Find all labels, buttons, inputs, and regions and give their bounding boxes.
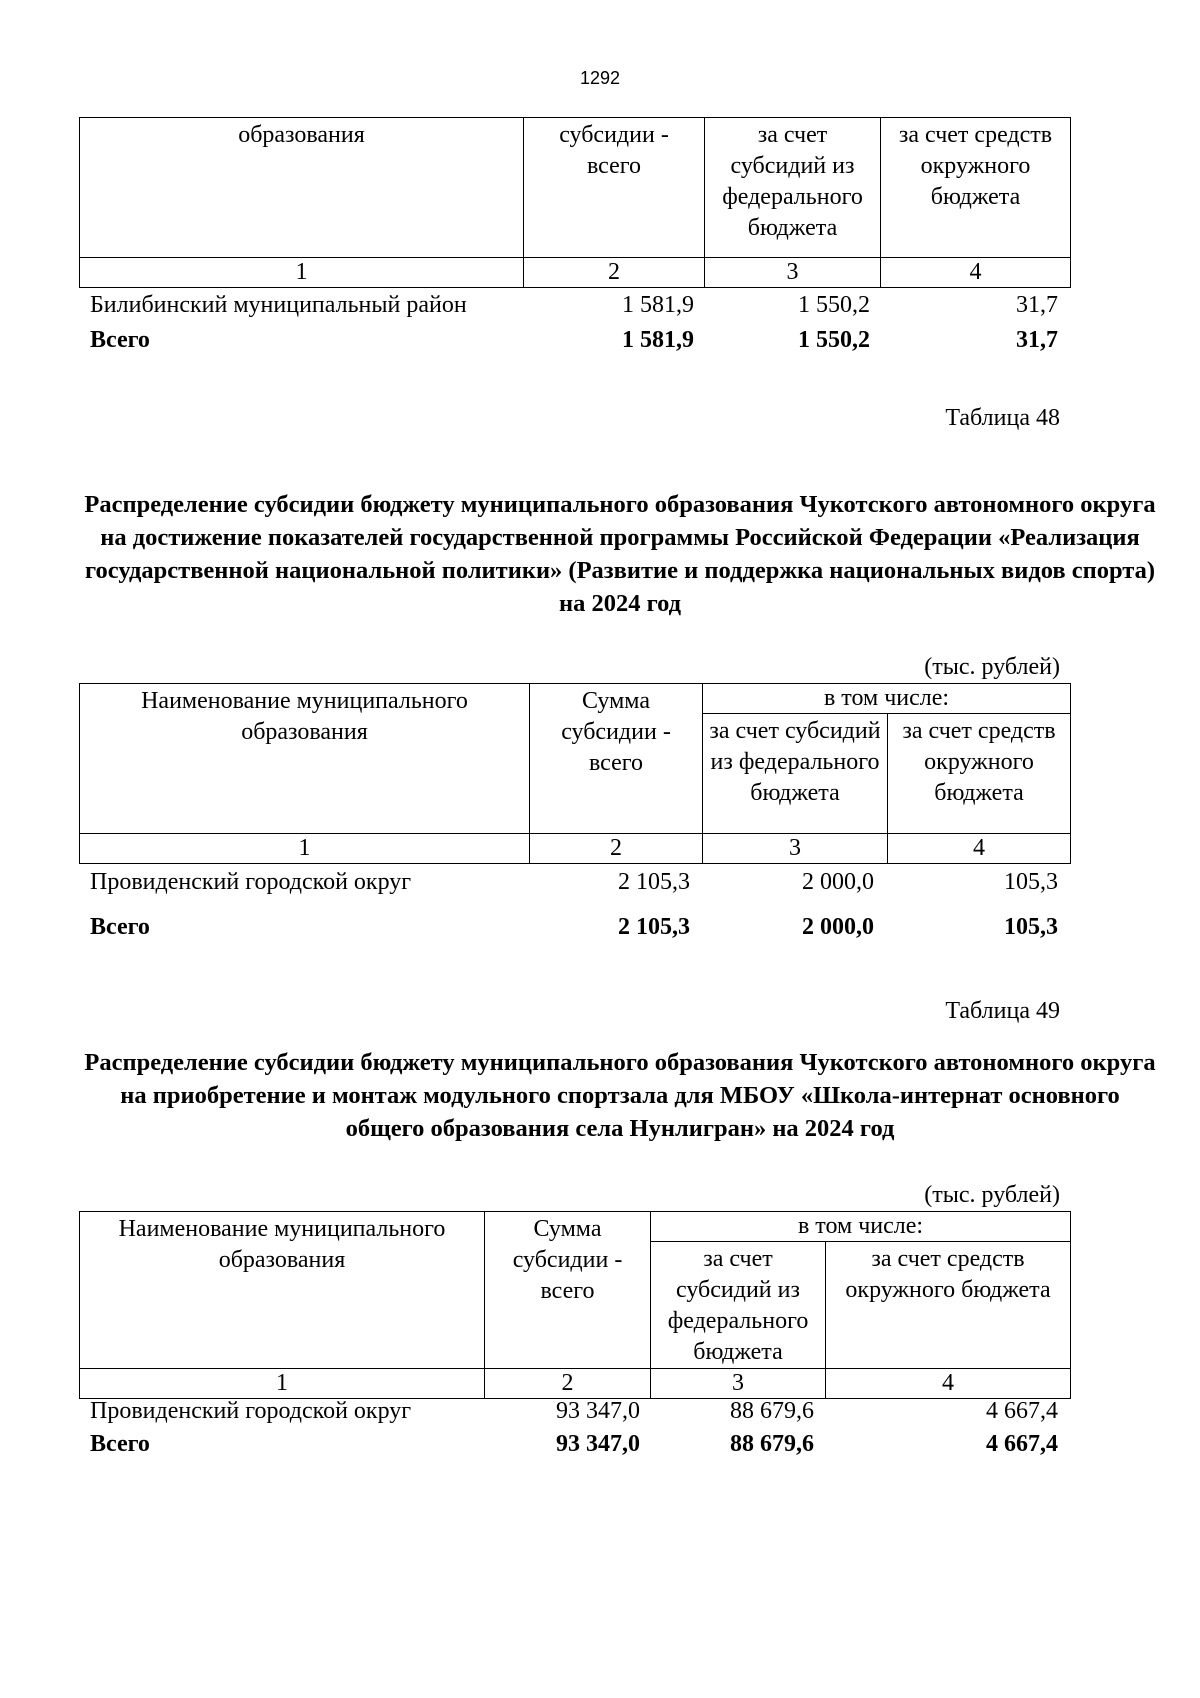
total-label: Всего (90, 1431, 150, 1457)
total-sum: 93 347,0 (556, 1431, 640, 1457)
total-label: Всего (90, 914, 150, 940)
row-federal: 2 000,0 (802, 869, 874, 895)
total-federal: 88 679,6 (730, 1431, 814, 1457)
table-49-label: Таблица 49 (945, 998, 1060, 1024)
total-row (0, 325, 1200, 355)
table-48-title: Распределение субсидии бюджету муниципального образования Чукотского автономного округа на достижение показателей государственной программы Российской Федерации «Реализация государственной национальной политики» (Развитие и поддержка национальных видов спорта) на 2024 год (84, 491, 1156, 617)
row-name: Билибинский муниципальный район (90, 292, 467, 318)
table-48-header (79, 683, 1071, 864)
total-sum: 1 581,9 (622, 327, 694, 353)
col-number: 4 (888, 834, 1071, 864)
col-number: 2 (530, 834, 703, 864)
table-49-header (79, 1211, 1071, 1399)
col-number: 1 (80, 1369, 485, 1399)
col-header-regional: за счет средств окружного бюджета (826, 1242, 1071, 1369)
total-regional: 4 667,4 (986, 1431, 1058, 1457)
col-header-regional: за счет средств окружного бюджета (881, 118, 1071, 258)
table-47-header (79, 117, 1071, 288)
col-header-name: Наименование муниципального образования (80, 684, 530, 834)
row-regional: 105,3 (1004, 869, 1058, 895)
col-number: 4 (881, 258, 1071, 288)
col-header-name: Наименование муниципального образования (80, 1212, 485, 1369)
col-header-total: Сумма субсидии - всего (485, 1212, 651, 1369)
col-number: 4 (826, 1369, 1071, 1399)
col-number: 3 (703, 834, 888, 864)
total-regional: 31,7 (1016, 327, 1058, 353)
total-federal: 1 550,2 (798, 327, 870, 353)
col-number: 1 (80, 834, 530, 864)
col-header-regional: за счет средств окружного бюджета (888, 714, 1071, 834)
total-regional: 105,3 (1004, 914, 1058, 940)
table-row (0, 867, 1200, 897)
col-header-total: субсидии - всего (524, 118, 705, 258)
total-row (0, 912, 1200, 942)
row-name: Провиденский городской округ (90, 1398, 412, 1424)
total-sum: 2 105,3 (618, 914, 690, 940)
col-number: 2 (524, 258, 705, 288)
table-row (0, 1396, 1200, 1426)
row-total: 1 581,9 (622, 292, 694, 318)
table-49-units: (тыс. рублей) (924, 1182, 1060, 1208)
col-header-group: в том числе: (651, 1212, 1071, 1242)
table-49-title: Распределение субсидии бюджету муниципального образования Чукотского автономного округа на приобретение и монтаж модульного спортзала для МБОУ «Школа-интернат основного общего образования села Нунлигран» на 2024 год (84, 1049, 1156, 1142)
col-header-federal: за счет субсидий из федерального бюджета (651, 1242, 826, 1369)
total-label: Всего (90, 327, 150, 353)
col-number: 2 (485, 1369, 651, 1399)
col-header-total: Сумма субсидии - всего (530, 684, 703, 834)
col-number: 3 (651, 1369, 826, 1399)
row-total: 2 105,3 (618, 869, 690, 895)
col-number: 3 (705, 258, 881, 288)
table-48-units: (тыс. рублей) (924, 654, 1060, 680)
table-48-label: Таблица 48 (945, 405, 1060, 431)
col-header-federal: за счет субсидий из федерального бюджета (705, 118, 881, 258)
col-header-federal: за счет субсидий из федерального бюджета (703, 714, 888, 834)
row-name: Провиденский городской округ (90, 869, 412, 895)
row-total: 93 347,0 (556, 1398, 640, 1424)
col-header-group: в том числе: (703, 684, 1071, 714)
page-number: 1292 (579, 68, 621, 88)
total-federal: 2 000,0 (802, 914, 874, 940)
table-row (0, 290, 1200, 320)
col-header-name: образования (80, 118, 524, 258)
total-row (0, 1429, 1200, 1459)
row-regional: 31,7 (1016, 292, 1058, 318)
row-federal: 88 679,6 (730, 1398, 814, 1424)
row-federal: 1 550,2 (798, 292, 870, 318)
row-regional: 4 667,4 (986, 1398, 1058, 1424)
col-number: 1 (80, 258, 524, 288)
